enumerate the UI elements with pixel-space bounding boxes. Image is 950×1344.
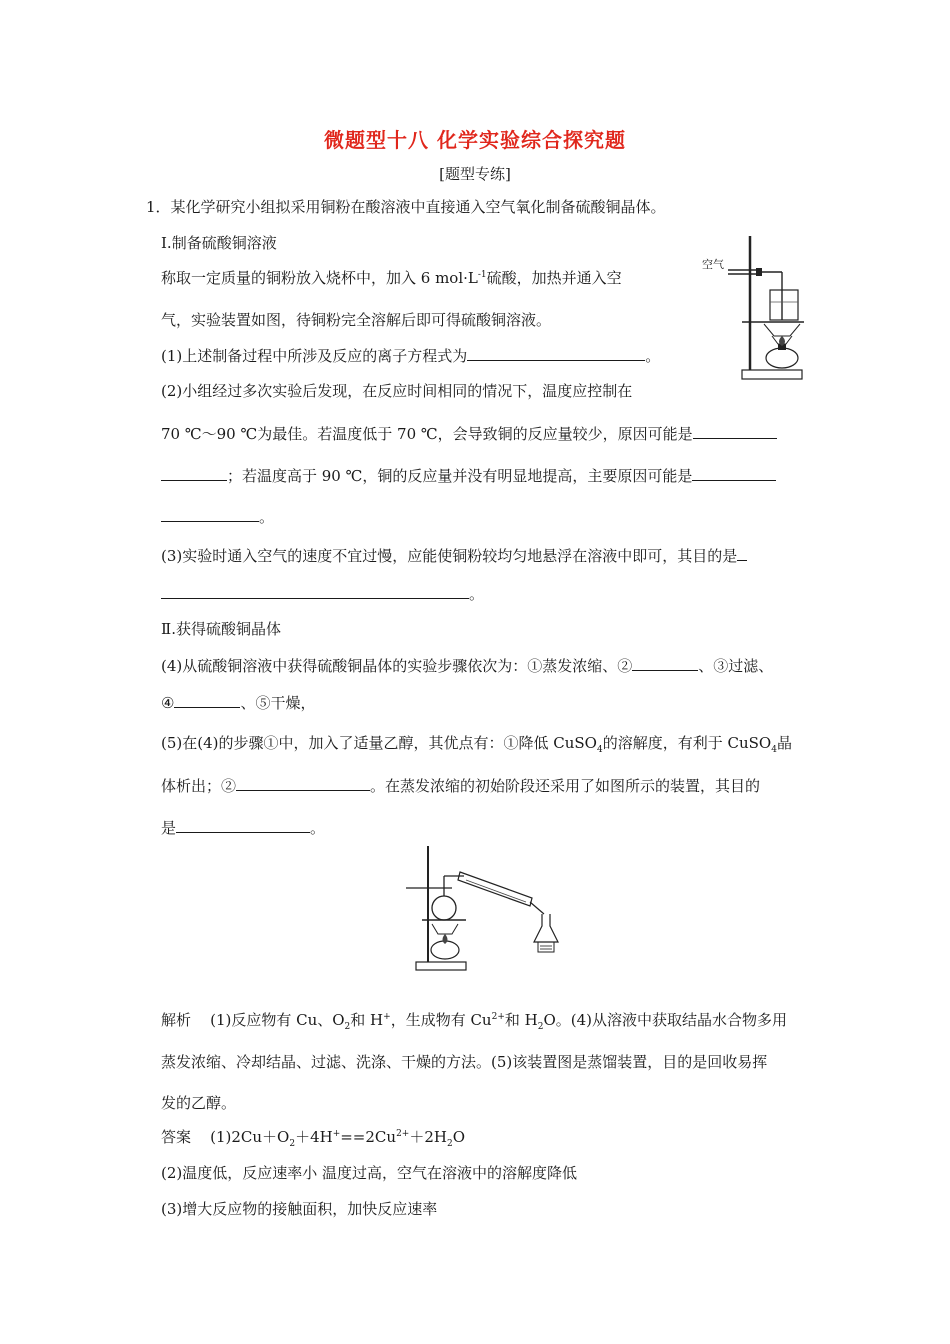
part1-heading: Ⅰ.制备硫酸铜溶液 (161, 234, 277, 252)
analysis-line: 蒸发浓缩、冷却结晶、过滤、洗涤、干燥的方法。(5)该装置图是蒸馏装置，目的是回收易挥 (161, 1053, 768, 1071)
sub-question-4: (4)从硫酸铜溶液中获得硫酸铜晶体的实验步骤依次为：①蒸发浓缩、② 、③过滤、 (161, 657, 774, 675)
sub-question-2-line: 70 ℃～90 ℃为最佳。若温度低于 70 ℃，会导致铜的反应量较少，原因可能是 (161, 423, 777, 444)
sub-question-3-line: 。 (161, 583, 484, 604)
answer-blank[interactable] (161, 465, 227, 481)
answer-blank[interactable] (236, 775, 370, 791)
sub-question-4-line: ④ 、⑤干燥， (161, 694, 316, 712)
part2-heading: Ⅱ.获得硫酸铜晶体 (161, 620, 281, 638)
page-title: 微题型十八 化学实验综合探究题 (324, 128, 626, 152)
answer-blank[interactable] (161, 583, 469, 599)
answer-line: (3)增大反应物的接触面积，加快反应速率 (161, 1200, 438, 1218)
answer-blank[interactable] (174, 692, 240, 708)
sub-question-3: (3)实验时通入空气的速度不宜过慢，应能使铜粉较均匀地悬浮在溶液中即可，其目的是 (161, 545, 747, 566)
paragraph-line: 称取一定质量的铜粉放入烧杯中，加入 6 $mol\cdot L^{-1}$硫酸，加热并通入空 (161, 269, 622, 287)
air-label: 空气 (702, 258, 724, 271)
sub-question-2-line: ；若温度高于 90 ℃，铜的反应量并没有明显地提高，主要原因可能是 (161, 465, 776, 486)
answer-label: 答案 (161, 1128, 192, 1146)
sub-question-5-line: 是 。 (161, 819, 326, 837)
answer-blank[interactable] (693, 423, 777, 439)
answer-blank[interactable] (161, 506, 259, 522)
sub-question-2-line: (2)小组经过多次实验后发现，在反应时间相同的情况下，温度应控制在 (161, 382, 633, 400)
question-intro: 1．某化学研究小组拟采用铜粉在酸溶液中直接通入空气氧化制备硫酸铜晶体。 (146, 198, 666, 216)
answer-blank[interactable] (737, 545, 747, 561)
answer-line: 答案 $(1)2Cu+O_2+4H^+==2Cu^{2+}+2H_2O$ (161, 1128, 466, 1149)
sub-question-5: (5)在(4)的步骤①中，加入了适量乙醇，其优点有：①降低 CuSO$_4$的溶解度，有利于 CuSO$_4$晶 (161, 734, 792, 755)
apparatus-figure-heating (700, 232, 810, 382)
analysis-line: 发的乙醇。 (161, 1094, 237, 1112)
sub-question-1: (1)上述制备过程中所涉及反应的离子方程式为 。 (161, 347, 661, 365)
answer-line: (2)温度低，反应速率小 温度过高，空气在溶液中的溶解度降低 (161, 1164, 578, 1182)
analysis-label: 解析 (161, 1011, 192, 1029)
answer-blank[interactable] (467, 345, 645, 361)
sub-question-5-line: 体析出；② 。在蒸发浓缩的初始阶段还采用了如图所示的装置，其目的 (161, 777, 761, 795)
answer-blank[interactable] (692, 465, 776, 481)
analysis-line: 解析 (1)反应物有 Cu、$O_2$和 H+，生成物有 $Cu^{2+}$和 $H_2O$。(4)从溶液中获取结晶水合物多用 (161, 1011, 788, 1032)
answer-blank[interactable] (632, 655, 698, 671)
sub-question-2-line: 。 (161, 506, 274, 527)
section-subtitle: [题型专练] (439, 165, 511, 183)
answer-blank[interactable] (176, 817, 310, 833)
paragraph-line: 气，实验装置如图，待铜粉完全溶解后即可得硫酸铜溶液。 (161, 311, 552, 329)
apparatus-figure-distillation (402, 842, 566, 974)
